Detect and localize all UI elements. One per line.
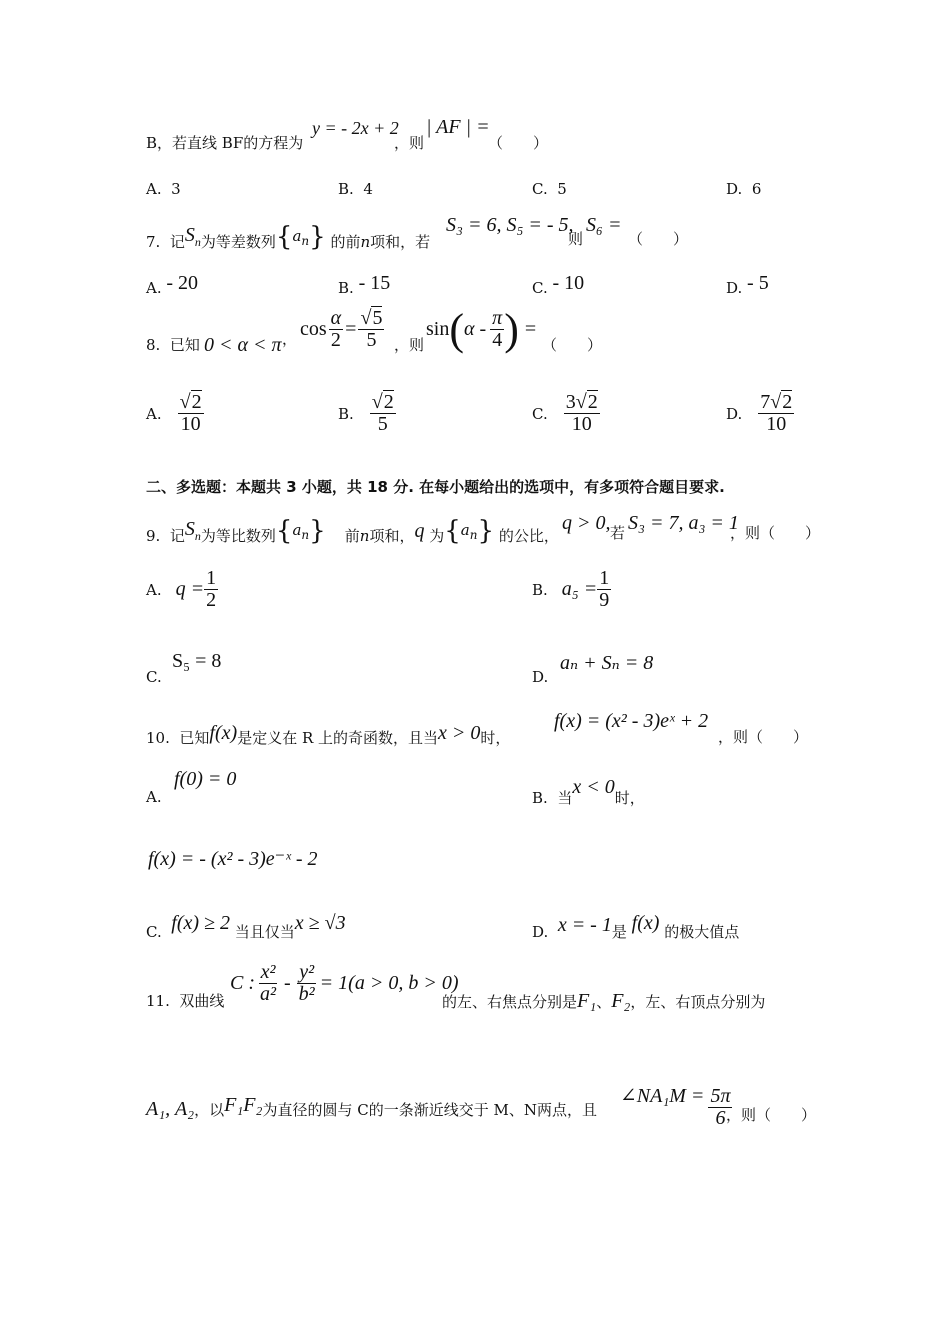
q8-sin-expression: sin ( α - $\frac{\pi}{4}$ ) = xyxy=(426,305,537,354)
q10-option-a[interactable]: f(0) = 0 xyxy=(174,768,237,790)
q8-option-c[interactable]: C. $\frac{3√2}{10}$ xyxy=(532,391,598,435)
q11-hyperbola-equation: C : $\frac{\text{x²}}{\text{a²}}$ - $\frac{\text{y²}}{\text{b²}}$ = 1(a > 0, b > 0) xyxy=(230,961,459,1005)
q8-number: 8. 已知 xyxy=(146,336,200,354)
q6-option-c[interactable]: C. 5 xyxy=(532,180,567,198)
q9-condition-s3: S₃ = 7, a₃ = 1 xyxy=(628,512,739,534)
q7-option-d[interactable]: D. - 5 xyxy=(726,272,769,297)
q11-number: 11. 双曲线 xyxy=(146,992,225,1010)
q11-second-line: A₁, A₂，以F₁F₂为直径的圆与 C的一条渐近线交于 M、N两点，且 xyxy=(146,1094,597,1120)
q10-then-paren: ，则（ ） xyxy=(718,728,809,746)
q8-option-a[interactable]: A. $\frac{√2}{10}$ xyxy=(146,391,202,435)
q7-condition: S₃ = 6, S₅ = - 5, xyxy=(446,214,574,236)
q11-then-paren: ，则（ ） xyxy=(726,1106,817,1124)
q11-angle-condition: ∠NA₁M = $\frac{5\pi}{6}$ xyxy=(620,1085,731,1129)
q11-foci-text: 的左、右焦点分别是F₁、F₂，左、右顶点分别为 xyxy=(442,990,766,1012)
section-2-title: 二、多选题：本题共 3 小题，共 18 分. 在每小题给出的选项中，有多项符合题目要求. xyxy=(146,478,725,496)
q10-option-a-label[interactable]: A. xyxy=(146,788,162,806)
q10-expression: f(x) = (x² - 3)eˣ + 2 xyxy=(554,710,709,732)
q9-condition-q: q > 0, xyxy=(562,512,611,534)
q8-range: 0 < α < π xyxy=(204,334,282,356)
q6-then: ，则 xyxy=(394,134,425,152)
q9-option-b[interactable]: B. a₅ = $\frac{1}{9}$ xyxy=(532,567,610,611)
q9-option-c[interactable]: S₅ = 8 xyxy=(172,650,222,672)
q6-lead: B，若直线 BF的方程为 xyxy=(146,134,304,152)
q10-option-b[interactable]: B. 当x < 0时， xyxy=(532,776,645,807)
q9-if: 若 xyxy=(610,524,626,542)
q6-equation: y = - 2x + 2 xyxy=(312,118,399,138)
q8-option-b[interactable]: B. $\frac{√2}{5}$ xyxy=(338,391,394,435)
q9-option-a[interactable]: A. q = $\frac{1}{2}$ xyxy=(146,567,217,611)
q7-option-c[interactable]: C. - 10 xyxy=(532,272,585,297)
q7-option-a[interactable]: A. - 20 xyxy=(146,272,199,297)
q7-s6: S₆ = xyxy=(586,214,622,236)
q9-option-d-label[interactable]: D. xyxy=(532,668,549,686)
q9-option-c-label[interactable]: C. xyxy=(146,668,162,686)
q9-option-d[interactable]: aₙ + Sₙ = 8 xyxy=(560,652,654,674)
q6-option-b[interactable]: B. 4 xyxy=(338,180,373,198)
q8-paren: （ ） xyxy=(542,336,603,354)
q8-then: ，则 xyxy=(394,336,425,354)
q7-paren: （ ） xyxy=(628,230,689,248)
q9-stem: 9. 记$S_n$为等比数列$\{a_n\}$ 前n项和，q 为$\{a_n\}$ 的公比， xyxy=(146,516,559,546)
q8-comma: ， xyxy=(282,330,298,348)
q7-option-b[interactable]: B. - 15 xyxy=(338,272,391,297)
q10-option-d[interactable]: D. x = - 1是 f(x) 的极大值点 xyxy=(532,912,740,941)
q7-then: 则 xyxy=(568,230,584,248)
q8-cos-expression: cos $\frac{\alpha}{2}$ = $\frac{√5}{5}$ xyxy=(300,307,383,351)
q6-option-d[interactable]: D. 6 xyxy=(726,180,762,198)
q6-option-a[interactable]: A. 3 xyxy=(146,180,181,198)
q10-stem: 10. 已知f(x)是定义在 R 上的奇函数，且当x > 0时， xyxy=(146,722,511,747)
q6-paren: （ ） xyxy=(488,134,549,152)
q7-stem: 7. 记$S_n$为等差数列$\{a_n\}$ 的前n项和，若 xyxy=(146,222,431,252)
q10-option-c[interactable]: C. f(x) ≥ 2 当且仅当x ≥ √3 xyxy=(146,912,346,941)
q10-option-b-expression: f(x) = - (x² - 3)e⁻ˣ - 2 xyxy=(148,848,318,870)
q6-abs-af: | AF | = xyxy=(426,116,490,138)
q9-then-paren: ，则（ ） xyxy=(730,524,821,542)
q8-option-d[interactable]: D. $\frac{7√2}{10}$ xyxy=(726,391,793,435)
